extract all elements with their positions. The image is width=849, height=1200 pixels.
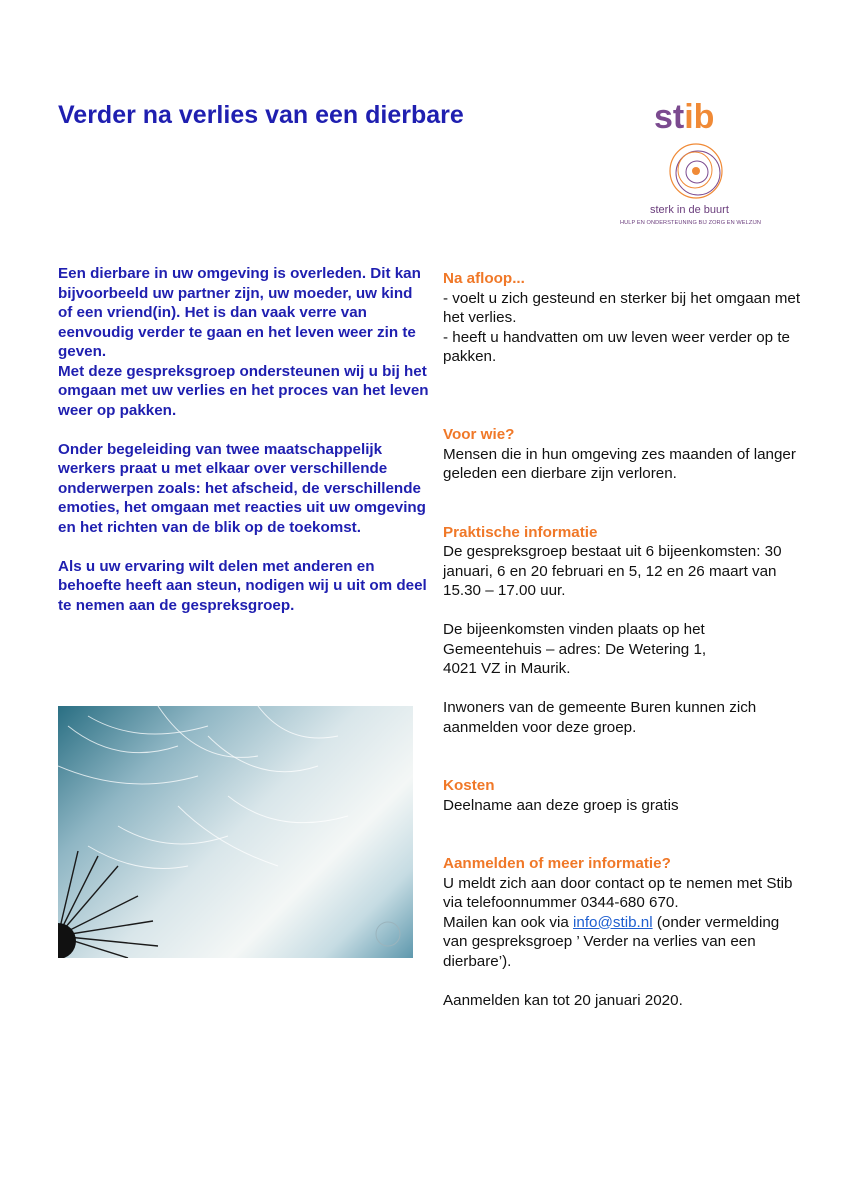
intro-column <box>58 264 430 635</box>
info-column <box>443 269 803 1010</box>
stib-logo <box>612 98 787 234</box>
logo-circles-icon <box>662 140 732 204</box>
intro-paragraph: Een dierbare in uw omgeving is overleden. Dit kan bijvoorbeeld uw partner zijn, uw moeder, uw kind of een vriend(in). Het is dan vaak verre van eenvoudig verder te gaan en het leven weer zin te geven. Met deze gespreksgroep ondersteunen wij u bij het omgaan met uw verlies en het proces van het leven weer op pakken. <box>58 265 429 419</box>
section-text: U meldt zich aan door contact op te nemen met Stib via telefoonnummer 0344-680 670. <box>443 874 793 911</box>
section-text: Deelname aan deze groep is gratis <box>443 796 679 814</box>
section-practical <box>443 523 803 738</box>
guidance-paragraph: Onder begeleiding van twee maatschappelijk werkers praat u met elkaar over verschillende onderwerpen zoals: het afscheid, de verschillende emoties, het omgaan met reacties uit uw omgeving en het richten van de blik op de toekomst. <box>58 440 426 536</box>
invitation-paragraph: Als u uw ervaring wilt delen met anderen en behoefte heeft aan steun, nodigen wij u uit om deel te nemen aan de gespreksgroep. <box>58 557 427 614</box>
section-for-whom <box>443 425 803 484</box>
section-text: - voelt u zich gesteund en sterker bij het omgaan met het verlies. <box>443 289 801 326</box>
email-link[interactable]: info@stib.nl <box>573 913 653 931</box>
section-heading: Aanmelden of meer informatie? <box>443 855 671 872</box>
logo-tagline: sterk in de buurt <box>650 204 729 216</box>
logo-wordmark: stib <box>654 98 715 136</box>
section-register <box>443 854 803 1010</box>
section-heading: Na afloop... <box>443 270 525 287</box>
logo-subtitle: HULP EN ONDERSTEUNING BIJ ZORG EN WELZIJN <box>620 220 762 226</box>
section-heading: Kosten <box>443 777 495 794</box>
section-text: Mensen die in hun omgeving zes maanden of langer geleden een dierbare zijn verloren. <box>443 445 796 482</box>
page-title: Verder na verlies van een dierbare <box>58 101 464 129</box>
section-text: Inwoners van de gemeente Buren kunnen zich aanmelden voor deze groep. <box>443 699 757 736</box>
section-costs <box>443 776 803 815</box>
section-text: De bijeenkomsten vinden plaats op het Gemeentehuis – adres: De Wetering 1, 4021 VZ in Maurik. <box>443 621 707 677</box>
section-heading: Praktische informatie <box>443 523 598 541</box>
section-text: - heeft u handvatten om uw leven weer verder op te pakken. <box>443 328 790 365</box>
dandelion-photo <box>58 706 413 958</box>
section-text: Mailen kan ook via info@stib.nl (onder vermelding van gespreksgroep ’ Verder na verlies van een dierbare’). <box>443 913 780 970</box>
section-text: De gespreksgroep bestaat uit 6 bijeenkomsten: 30 januari, 6 en 20 februari en 5, 12 en 26 maart van 15.30 – 17.00 uur. <box>443 543 782 599</box>
section-heading: Voor wie? <box>443 426 515 443</box>
section-after <box>443 269 803 367</box>
section-text: Aanmelden kan tot 20 januari 2020. <box>443 991 683 1009</box>
